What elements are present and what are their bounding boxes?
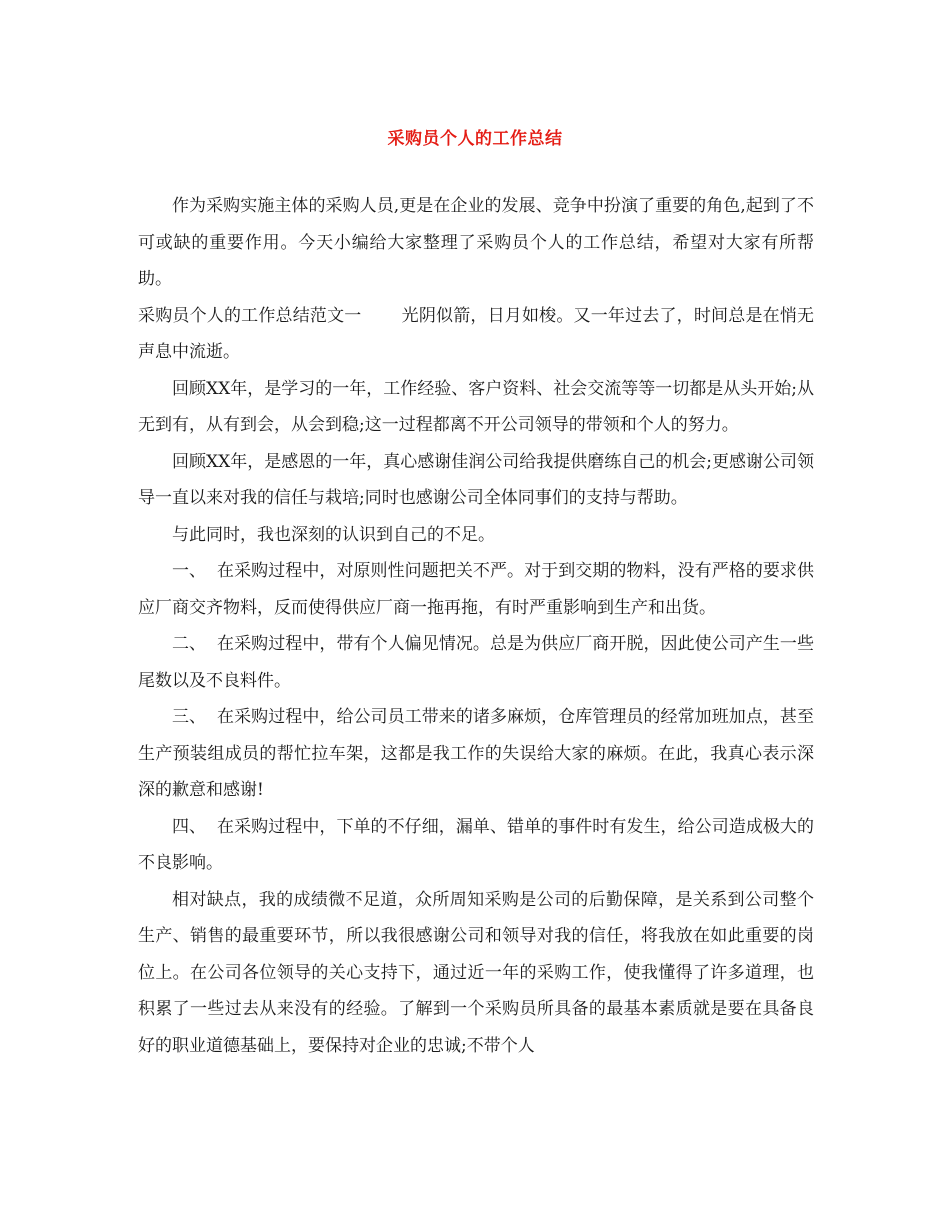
- paragraph-item-2: 二、 在采购过程中，带有个人偏见情况。总是为供应厂商开脱，因此使公司产生一些尾数以及不良料件。: [138, 634, 814, 691]
- sample-heading-label: 采购员个人的工作总结范文一: [138, 305, 362, 326]
- paragraph-review-learning: 回顾XX年，是学习的一年，工作经验、客户资料、社会交流等等一切都是从头开始;从无到有，从有到会，从会到稳;这一过程都离不开公司领导的带领和个人的努力。: [138, 378, 814, 435]
- paragraph-achievements: 相对缺点，我的成绩微不足道，众所周知采购是公司的后勤保障，是关系到公司整个生产、销售的最重要环节，所以我很感谢公司和领导对我的信任，将我放在如此重要的岗位上。在公司各位领导的关心支持下，通过近一年的采购工作，使我懂得了许多道理，也积累了一些过去从来没有的经验。了解到一个采购员所具备的最基本素质就是要在具备良好的职业道德基础上，要保持对企业的忠诚;不带个人: [138, 889, 814, 1056]
- paragraph-shortcomings-intro: 与此同时，我也深刻的认识到自己的不足。: [172, 524, 495, 545]
- document-title: 采购员个人的工作总结: [387, 129, 563, 149]
- paragraph-sample-heading: [138, 298, 814, 371]
- paragraph-item-1: 一、 在采购过程中，对原则性问题把关不严。对于到交期的物料，没有严格的要求供应厂商交齐物料，反而使得供应厂商一拖再拖，有时严重影响到生产和出货。: [138, 561, 814, 618]
- paragraph-review-gratitude: 回顾XX年，是感恩的一年，真心感谢佳润公司给我提供磨练自己的机会;更感谢公司领导一直以来对我的信任与栽培;同时也感谢公司全体同事们的支持与帮助。: [138, 451, 814, 508]
- sample-heading-text: 光阴似箭，日月如梭。又一年过去了，时间总是在悄无声息中流逝。: [138, 305, 815, 362]
- document-body: [138, 188, 814, 1064]
- paragraph-item-3: 三、 在采购过程中，给公司员工带来的诸多麻烦，仓库管理员的经常加班加点，甚至生产预装组成员的帮忙拉车架，这都是我工作的失误给大家的麻烦。在此，我真心表示深深的歉意和感谢!: [138, 707, 814, 800]
- paragraph-intro: 作为采购实施主体的采购人员,更是在企业的发展、竞争中扮演了重要的角色,起到了不可或缺的重要作用。今天小编给大家整理了采购员个人的工作总结，希望对大家有所帮助。: [138, 196, 814, 289]
- paragraph-item-4: 四、 在采购过程中，下单的不仔细，漏单、错单的事件时有发生，给公司造成极大的不良影响。: [138, 816, 814, 873]
